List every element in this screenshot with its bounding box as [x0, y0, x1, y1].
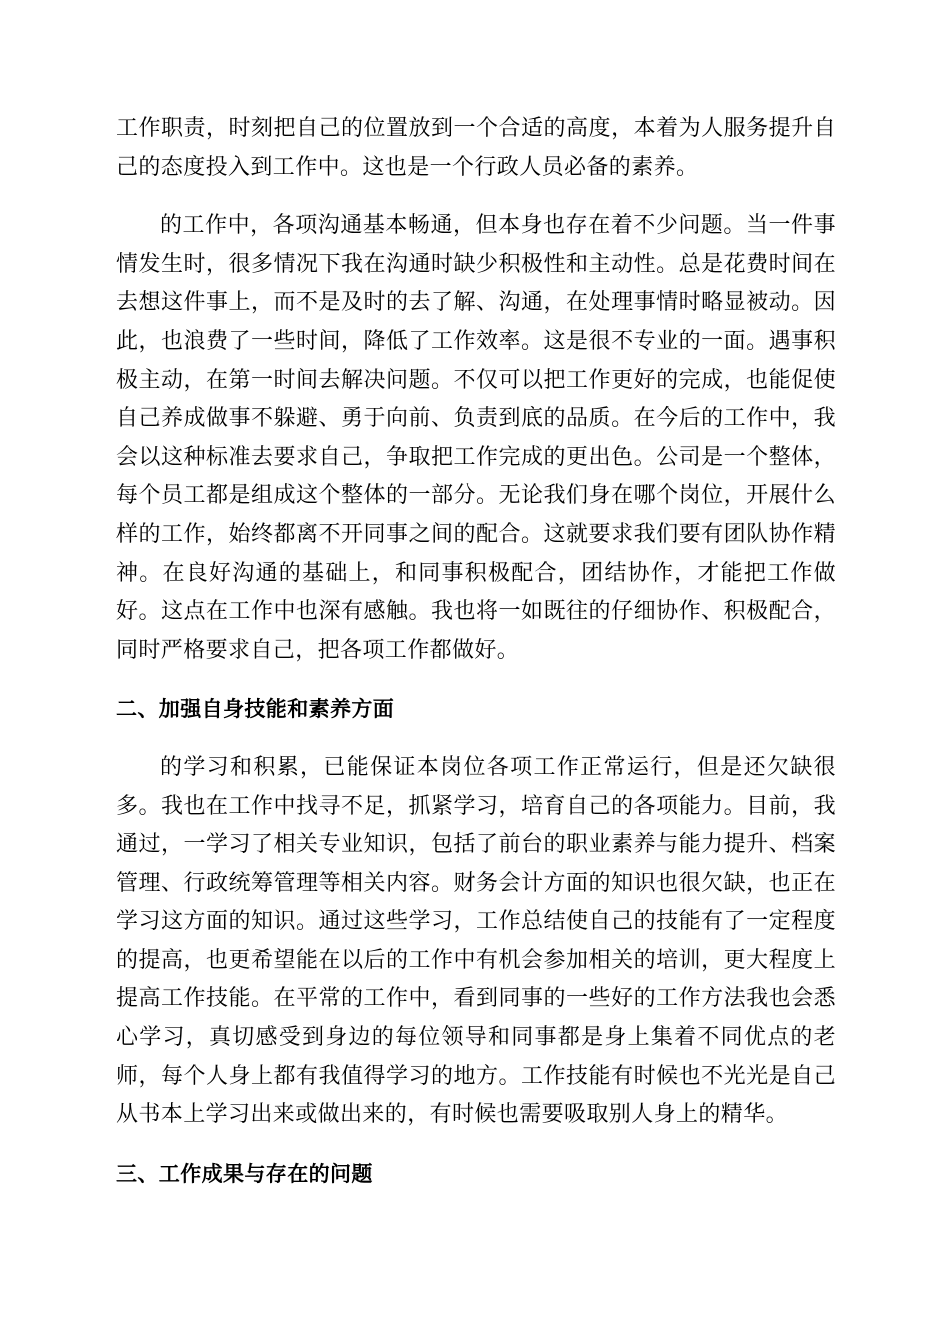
paragraph-communication: 的工作中，各项沟通基本畅通，但本身也存在着不少问题。当一件事情发生时，很多情况下我在沟通时缺少积极性和主动性。总是花费时间在去想这件事上，而不是及时的去了解、沟通，在处理事情时略显被动。因此，也浪费了一些时间，降低了工作效率。这是很不专业的一面。遇事积极主动，在第一时间去解决问题。不仅可以把工作更好的完成，也能促使自己养成做事不躲避、勇于向前、负责到底的品质。在今后的工作中，我会以这种标准去要求自己，争取把工作完成的更出色。公司是一个整体，每个员工都是组成这个整体的一部分。无论我们身在哪个岗位，开展什么样的工作，始终都离不开同事之间的配合。这就要求我们要有团队协作精神。在良好沟通的基础上，和同事积极配合，团结协作，才能把工作做好。这点在工作中也深有感触。我也将一如既往的仔细协作、积极配合，同时严格要求自己，把各项工作都做好。 [116, 213, 836, 663]
paragraph-continued: 工作职责，时刻把自己的位置放到一个合适的高度，本着为人服务提升自己的态度投入到工作中。这也是一个行政人员必备的素养。 [116, 116, 836, 180]
section-heading-skills: 二、加强自身技能和素养方面 [116, 697, 395, 722]
document-body [116, 110, 836, 1213]
paragraph-skills: 的学习和积累，已能保证本岗位各项工作正常运行，但是还欠缺很多。我也在工作中找寻不足，抓紧学习，培育自己的各项能力。目前，我通过，一学习了相关专业知识，包括了前台的职业素养与能力提升、档案管理、行政统筹管理等相关内容。财务会计方面的知识也很欠缺，也正在学习这方面的知识。通过这些学习，工作总结使自己的技能有了一定程度的提高，也更希望能在以后的工作中有机会参加相关的培训，更大程度上提高工作技能。在平常的工作中，看到同事的一些好的工作方法我也会悉心学习，真切感受到身边的每位领导和同事都是身上集着不同优点的老师，每个人身上都有我值得学习的地方。工作技能有时候也不光光是自己从书本上学习出来或做出来的，有时候也需要吸取别人身上的精华。 [116, 754, 836, 1128]
section-heading-results: 三、工作成果与存在的问题 [116, 1161, 373, 1186]
